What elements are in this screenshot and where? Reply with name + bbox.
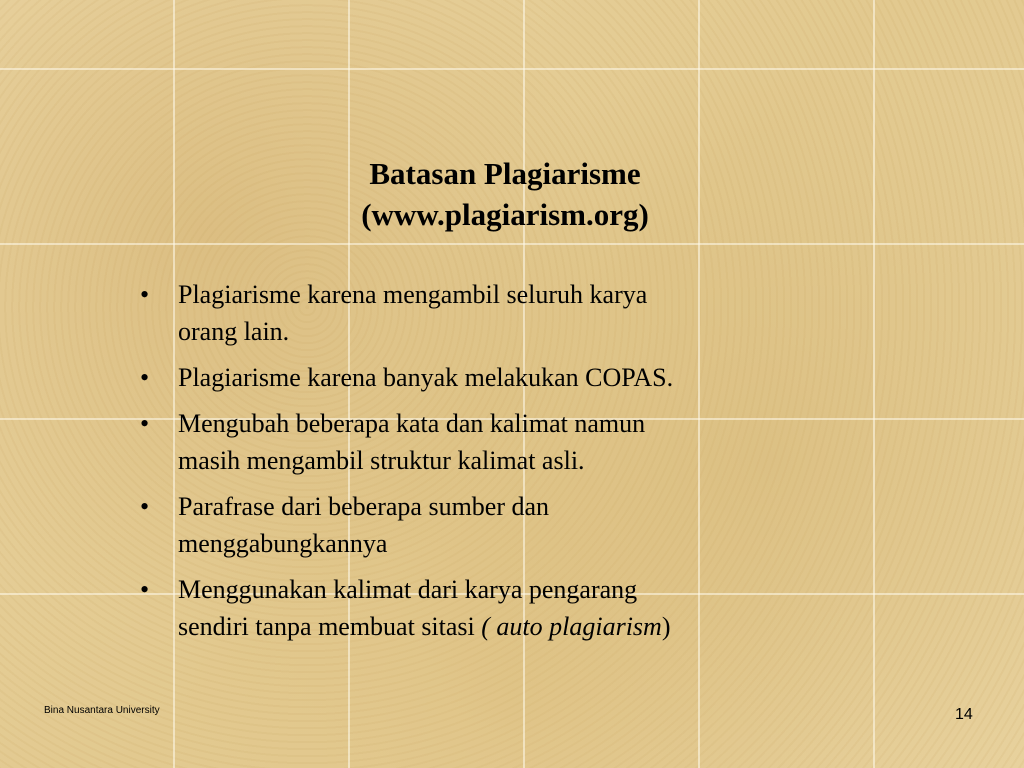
bullet-marker: • — [140, 363, 150, 392]
bullet-item-3-line-1: Mengubah beberapa kata dan kalimat namun — [178, 409, 646, 438]
bullet-marker: • — [140, 492, 150, 521]
bullet-marker: • — [140, 409, 150, 438]
bullet-item-1-line-1: Plagiarisme karena mengambil seluruh karya — [178, 280, 648, 309]
page-number: 14 — [955, 706, 973, 723]
bullet-list — [140, 276, 840, 654]
bullet-item-3-line-2: masih mengambil struktur kalimat asli. — [178, 446, 585, 475]
bullet-item-4 — [140, 488, 840, 562]
bullet-item-3 — [140, 405, 840, 479]
bullet-item-1-line-2: orang lain. — [178, 317, 290, 346]
slide-title — [180, 153, 830, 235]
bullet-item-5 — [140, 571, 840, 645]
bullet-marker: • — [140, 575, 150, 604]
bullet-item-2 — [140, 359, 840, 396]
bullet-item-5-italic: ( auto plagiarism — [481, 612, 662, 641]
bullet-marker: • — [140, 280, 150, 309]
bullet-item-4-line-2: menggabungkannya — [178, 529, 388, 558]
bullet-item-1 — [140, 276, 840, 350]
slide-title-line-1: Batasan Plagiarisme — [369, 156, 641, 191]
bullet-item-5-closing-paren: ) — [661, 612, 671, 641]
bullet-item-5-line-1: Menggunakan kalimat dari karya pengarang — [178, 575, 638, 604]
bullet-item-2-line-1: Plagiarisme karena banyak melakukan COPAS. — [178, 363, 674, 392]
bullet-item-4-line-1: Parafrase dari beberapa sumber dan — [178, 492, 550, 521]
bullet-item-5-line-2 — [178, 608, 840, 645]
slide-title-line-2: (www.plagiarism.org) — [361, 197, 649, 232]
footer-university: Bina Nusantara University — [44, 705, 160, 716]
bullet-item-5-text: sendiri tanpa membuat sitasi — [178, 612, 482, 641]
